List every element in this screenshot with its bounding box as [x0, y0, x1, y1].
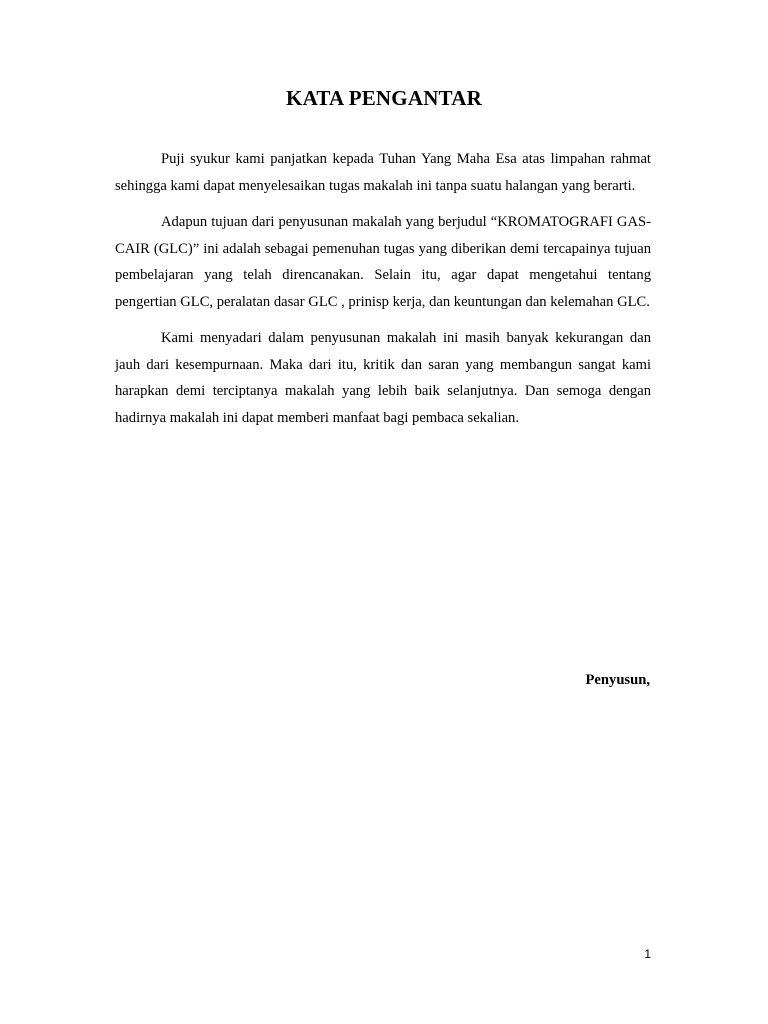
page-title: KATA PENGANTAR: [286, 86, 482, 110]
paragraph-3: Kami menyadari dalam penyusunan makalah ini masih banyak kekurangan dan jauh dari kesempurnaan. Maka dari itu, kritik dan saran yang membangun sangat kami harapkan demi terciptanya makalah yang lebih baik selanjutnya. Dan semoga dengan hadirnya makalah ini dapat memberi manfaat bagi pembaca sekalian.: [115, 330, 651, 426]
page-number: 1: [644, 947, 651, 961]
paragraph-2: Adapun tujuan dari penyusunan makalah yang berjudul “KROMATOGRAFI GAS-CAIR (GLC)” ini adalah sebagai pemenuhan tugas yang diberikan demi tercapainya tujuan pembelajaran yang telah direncanakan. Selain itu, agar dapat mengetahui tentang pengertian GLC, peralatan dasar GLC , prinisp kerja, dan keuntungan dan kelemahan GLC.: [115, 214, 651, 310]
signature-label: Penyusun,: [585, 672, 650, 688]
paragraph-1: Puji syukur kami panjatkan kepada Tuhan Yang Maha Esa atas limpahan rahmat sehingga kami dapat menyelesaikan tugas makalah ini tanpa suatu halangan yang berarti.: [115, 151, 651, 194]
document-body: [115, 146, 651, 441]
